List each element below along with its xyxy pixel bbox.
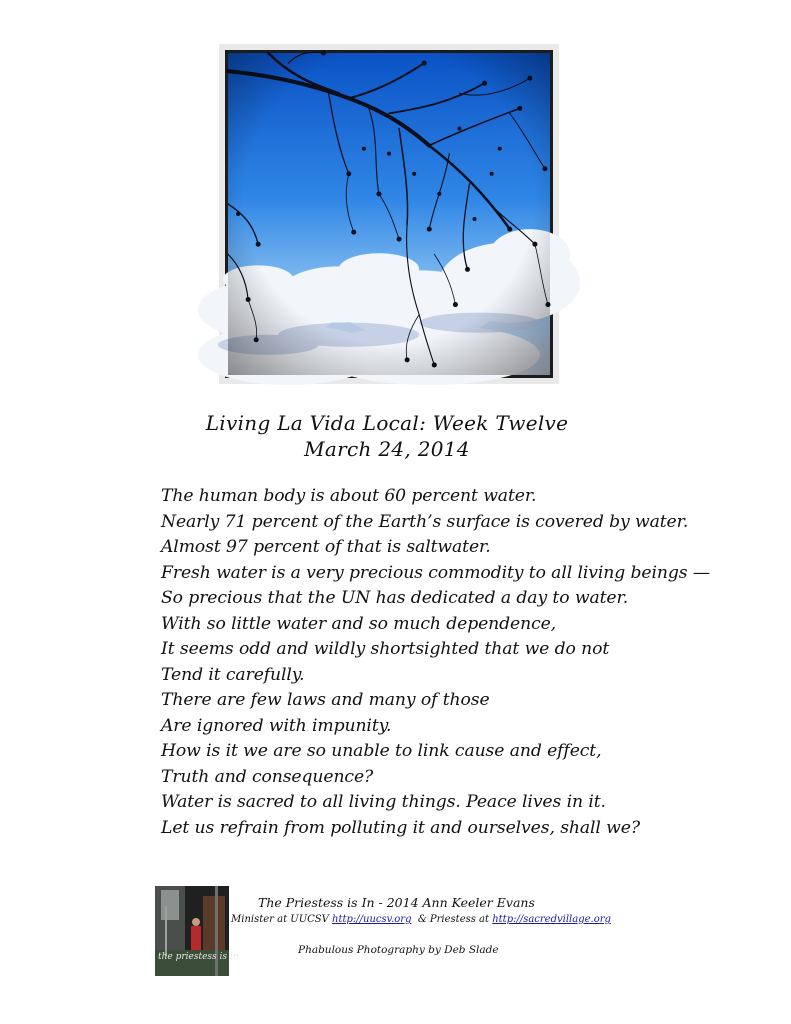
sky-branches-photo xyxy=(225,50,553,378)
uucsv-link[interactable]: http://uucsv.org xyxy=(332,914,412,925)
poem-line: Tend it carefully. xyxy=(161,664,305,685)
poem-line: Truth and consequence? xyxy=(161,766,374,787)
poem-line: Are ignored with impunity. xyxy=(161,715,392,736)
header-photo-frame xyxy=(219,44,559,384)
page-title xyxy=(0,410,774,462)
poem-line: Almost 97 percent of that is saltwater. xyxy=(161,537,491,557)
poem-line: There are few laws and many of those xyxy=(161,690,490,710)
poem-line: Fresh water is a very precious commodity to all living beings — xyxy=(161,562,710,583)
sacredvillage-link[interactable]: http://sacredvillage.org xyxy=(492,914,611,925)
poem-line: Water is sacred to all living things. Peace lives in it. xyxy=(161,792,606,812)
date-line: March 24, 2014 xyxy=(304,437,470,461)
poem-line: So precious that the UN has dedicated a day to water. xyxy=(161,588,629,608)
poem-line: Let us refrain from polluting it and ourselves, shall we? xyxy=(161,817,640,838)
poem-body xyxy=(161,484,721,841)
byline: The Priestess is In - 2014 Ann Keeler Evans xyxy=(258,895,535,910)
poem-line: Nearly 71 percent of the Earth’s surface is covered by water. xyxy=(161,511,689,532)
affiliations-line xyxy=(231,914,611,925)
priestess-thumbnail xyxy=(155,886,239,976)
photo-credit: Phabulous Photography by Deb Slade xyxy=(298,944,499,956)
poem-line: The human body is about 60 percent water. xyxy=(161,486,537,506)
poem-line: It seems odd and wildly shortsighted that we do not xyxy=(161,639,610,659)
minister-label: Minister at UUCSV xyxy=(231,914,333,925)
priestess-label: & Priestess at xyxy=(411,914,493,925)
title-line: Living La Vida Local: Week Twelve xyxy=(205,411,569,435)
poem-line: With so little water and so much dependence, xyxy=(161,613,557,634)
thumbnail-caption: the priestess is in xyxy=(158,952,239,962)
priestess-photo xyxy=(155,886,229,976)
poem-line: How is it we are so unable to link cause and effect, xyxy=(161,741,602,761)
sky-branches-image xyxy=(228,53,550,375)
